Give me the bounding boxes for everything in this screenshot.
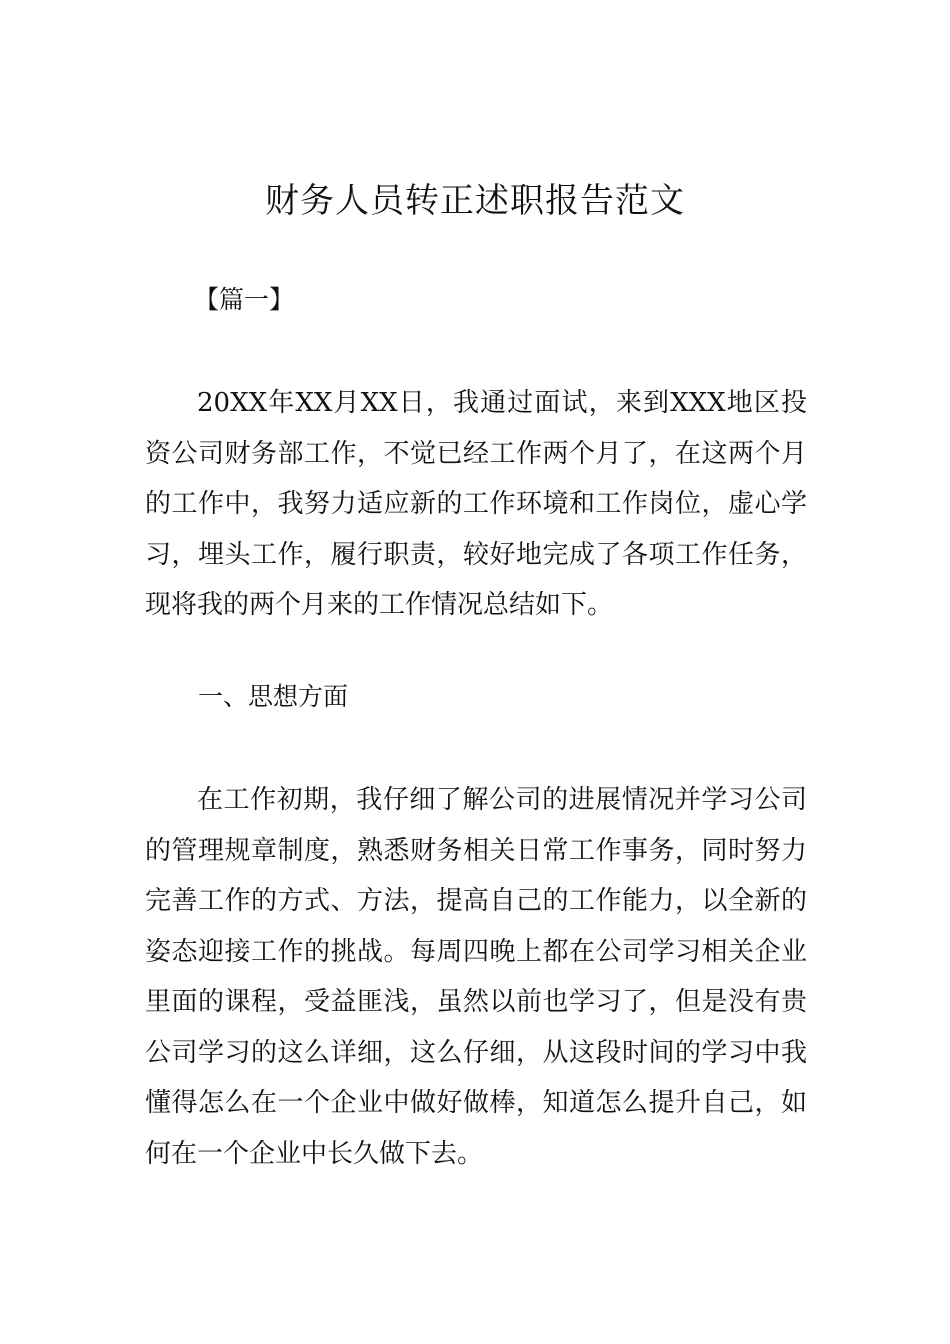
document-title: 财务人员转正述职报告范文 xyxy=(265,181,685,221)
body-paragraph-intro: 20XX年XX月XX日，我通过面试，来到XXX地区投资公司财务部工作，不觉已经工作两个月了，在这两个月的工作中，我努力适应新的工作环境和工作岗位，虚心学习，埋头工作，履行职责，较好地完成了各项工作任务，现将我的两个月来的工作情况总结如下。 xyxy=(145,388,807,620)
body-paragraph-thought: 在工作初期，我仔细了解公司的进展情况并学习公司的管理规章制度，熟悉财务相关日常工作事务，同时努力完善工作的方式、方法，提高自己的工作能力，以全新的姿态迎接工作的挑战。每周四晚上都在公司学习相关企业里面的课程，受益匪浅，虽然以前也学习了，但是没有贵公司学习的这么详细，这么仔细，从这段时间的学习中我懂得怎么在一个企业中做好做棒，知道怎么提升自己，如何在一个企业中长久做下去。 xyxy=(145,785,807,1169)
section-heading-thought: 一、思想方面 xyxy=(198,682,349,711)
section-label: 【篇一】 xyxy=(194,285,295,314)
